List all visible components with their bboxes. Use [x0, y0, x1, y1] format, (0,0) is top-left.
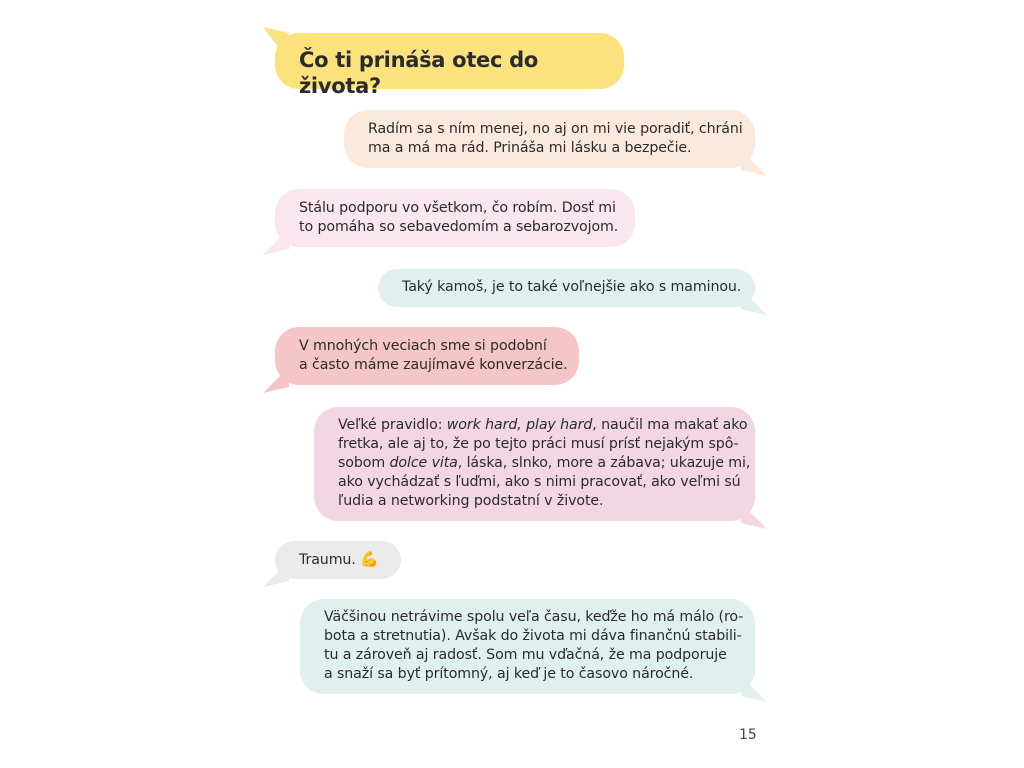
answer-text-line: Taký kamoš, je to také voľnejšie ako s maminou.: [402, 279, 742, 295]
answer-text-line: fretka, ale aj to, že po tejto práci musí prísť nejakým spô-: [338, 436, 739, 452]
speech-tail-icon: [741, 289, 767, 315]
answer-bubble-2: [275, 189, 635, 247]
answer-text-line: ma a má ma rád. Prináša mi lásku a bezpečie.: [368, 140, 692, 156]
answer-text-line: [338, 416, 755, 435]
answer-text-line: Radím sa s ním menej, no aj on mi vie poradiť, chráni: [368, 121, 743, 137]
answer-text-line: bota a stretnutia). Avšak do života mi dáva finančnú stabili-: [324, 628, 742, 644]
answer-italic-phrase: dolce vita: [389, 455, 458, 471]
answer-text-segment: sobom: [338, 455, 390, 471]
answer-bubble-6: [275, 541, 401, 579]
page-number: 15: [739, 727, 757, 743]
title-bubble: [275, 33, 624, 98]
speech-tail-icon: [263, 561, 289, 587]
answer-text-line: to pomáha so sebavedomím a sebarozvojom.: [299, 219, 619, 235]
speech-tail-icon: [741, 150, 767, 176]
answer-italic-phrase: work hard, play hard: [446, 417, 593, 433]
speech-tail-icon: [263, 229, 289, 255]
answer-text-line: [338, 454, 755, 473]
answer-bubble-5: [314, 407, 755, 521]
speech-tail-icon: [263, 27, 289, 53]
answer-bubble-1: [344, 110, 755, 168]
answer-text: Traumu.: [299, 552, 356, 568]
flexed-biceps-icon: 💪: [360, 550, 379, 568]
answer-text-line: ako vychádzať s ľuďmi, ako s nimi pracovať, ako veľmi sú: [338, 474, 741, 490]
answer-text-line: V mnohých veciach sme si podobní: [299, 338, 547, 354]
answer-text-segment: , láska, slnko, more a zábava; ukazuje mi,: [457, 455, 751, 471]
page-title: Čo ti prináša otec do života?: [299, 48, 539, 98]
answer-bubble-7: [300, 599, 755, 694]
answer-text-line: Väčšinou netrávime spolu veľa času, keďže ho má málo (ro-: [324, 609, 744, 625]
answer-text-segment: , naučil ma makať ako: [592, 417, 748, 433]
speech-tail-icon: [263, 367, 289, 393]
speech-tail-icon: [741, 503, 767, 529]
answer-text-segment: Veľké pravidlo:: [338, 417, 447, 433]
answer-text-line: ľudia a networking podstatní v živote.: [338, 493, 604, 509]
answer-bubble-3: [378, 269, 755, 307]
answer-text-line: a snaží sa byť prítomný, aj keď je to časovo náročné.: [324, 666, 694, 682]
answer-text-line: Stálu podporu vo všetkom, čo robím. Dosť mi: [299, 200, 616, 216]
answer-text-line: a často máme zaujímavé konverzácie.: [299, 357, 568, 373]
answer-bubble-4: [275, 327, 579, 385]
answer-text-line: tu a zároveň aj radosť. Som mu vďačná, že ma podporuje: [324, 647, 727, 663]
speech-tail-icon: [741, 676, 767, 702]
